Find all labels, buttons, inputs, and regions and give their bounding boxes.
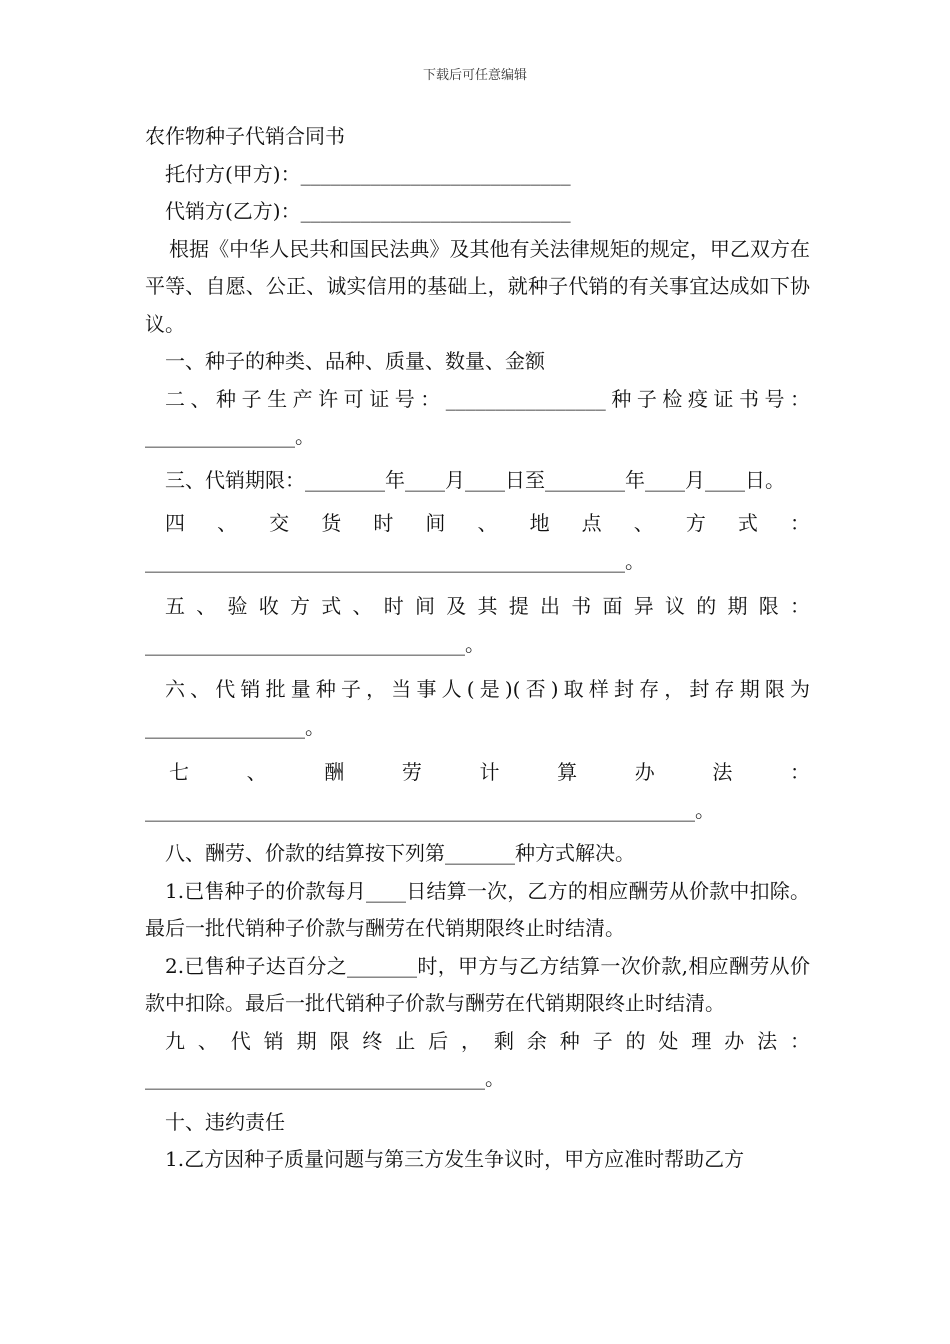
clause-8-item-2: 2.已售种子达百分之_______时，甲方与乙方结算一次价款,相应酬劳从价款中扣除。最后一批代销种子价款与酬劳在代销期限终止时结清。 (145, 953, 810, 1015)
page-header: 下载后可任意编辑 (422, 68, 527, 83)
contract-title: 农作物种子代销合同书 (145, 124, 345, 148)
clause-5: 五、验收方式、时间及其提出书面异议的期限：________________________________。 (145, 594, 810, 656)
clause-1: 一、种子的种类、品种、质量、数量、金额 (165, 349, 545, 373)
clause-6: 六、代销批量种子，当事人(是)(否)取样封存，封存期限为________________。 (145, 677, 810, 739)
clause-4: 四、交货时间、地点、方式：________________________________________________。 (145, 511, 810, 573)
contract-body (145, 118, 810, 1179)
clause-8-item-1: 1.已售种子的价款每月____日结算一次，乙方的相应酬劳从价款中扣除。最后一批代销种子价款与酬劳在代销期限终止时结清。 (145, 878, 810, 940)
clause-8: 八、酬劳、价款的结算按下列第_______种方式解决。 (165, 841, 635, 865)
clause-7: 七、酬劳计算办法：_______________________________________________________。 (145, 760, 810, 822)
party-b-line: 代销方(乙方)：___________________________ (165, 199, 571, 223)
clause-9: 九、代销期限终止后，剩余种子的处理办法：__________________________________。 (145, 1028, 810, 1090)
clause-2: 二、种子生产许可证号：________________种子检疫证书号：_______________。 (145, 386, 810, 448)
clause-3: 三、代销期限：________年____月____日至________年____月____日。 (165, 467, 785, 492)
party-a-line: 托付方(甲方)：___________________________ (165, 161, 571, 186)
preamble: 根据《中华人民共和国民法典》及其他有关法律规矩的规定，甲乙双方在平等、自愿、公正、诚实信用的基础上，就种子代销的有关事宜达成如下协议。 (145, 236, 810, 336)
clause-10: 十、违约责任 (165, 1109, 285, 1134)
clause-10-item-1: 1.乙方因种子质量问题与第三方发生争议时，甲方应准时帮助乙方 (165, 1147, 745, 1171)
